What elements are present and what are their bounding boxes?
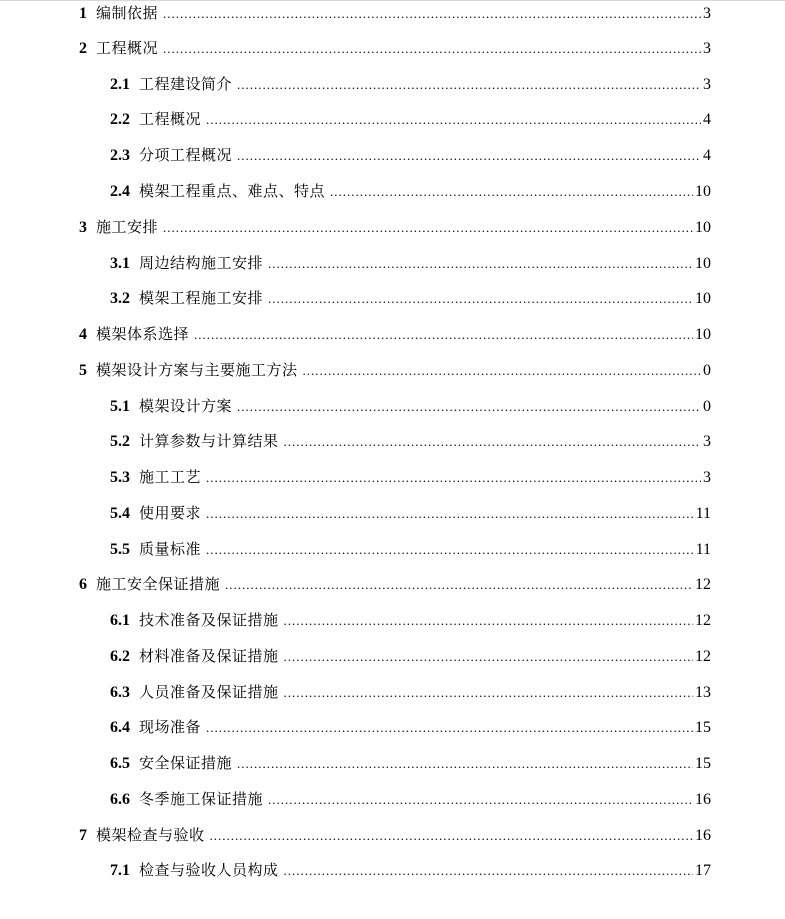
toc-entry-page: 0 (703, 398, 711, 415)
toc-entry-title: 技术准备及保证措施 (139, 611, 279, 629)
toc-entry[interactable] (110, 609, 711, 631)
toc-entry-page: 17 (695, 862, 711, 879)
toc-entry-page: 3 (703, 76, 711, 93)
toc-entry-number: 3.2 (110, 290, 130, 307)
toc-entry[interactable] (79, 216, 711, 238)
toc-dot-leader (284, 860, 693, 882)
toc-entry-page: 15 (695, 719, 711, 736)
toc-entry-page: 3 (703, 5, 711, 22)
toc-entry[interactable] (110, 681, 711, 703)
toc-entry-page: 11 (695, 505, 711, 522)
toc-entry-title: 使用要求 (139, 504, 202, 522)
toc-entry-title: 安全保证措施 (139, 754, 233, 772)
toc-entry[interactable] (79, 359, 711, 381)
toc-entry-number: 6.3 (110, 684, 130, 701)
toc-entry-number: 6 (79, 576, 87, 593)
toc-entry-number: 5.4 (110, 505, 130, 522)
toc-entry-title: 现场准备 (139, 718, 202, 736)
toc-entry-page: 4 (703, 111, 711, 128)
toc-entry[interactable] (110, 502, 711, 524)
toc-entry[interactable] (110, 538, 711, 560)
toc-dot-leader (268, 789, 693, 811)
page-top-border (0, 0, 785, 1)
toc-entry[interactable] (110, 716, 711, 738)
toc-dot-leader (330, 181, 693, 203)
toc-entry-number: 5.2 (110, 433, 130, 450)
toc-dot-leader (206, 503, 694, 525)
toc-entry[interactable] (110, 287, 711, 309)
toc-entry-title: 质量标准 (139, 540, 202, 558)
toc-entry-number: 5.1 (110, 398, 130, 415)
toc-entry-page: 10 (695, 290, 711, 307)
toc-entry-title: 分项工程概况 (139, 146, 233, 164)
toc-entry[interactable] (110, 645, 711, 667)
toc-entry-title: 工程概况 (96, 39, 159, 57)
toc-entry[interactable] (79, 323, 711, 345)
toc-entry-number: 6.4 (110, 719, 130, 736)
toc-dot-leader (237, 396, 701, 418)
toc-dot-leader (268, 253, 693, 275)
toc-dot-leader (163, 38, 701, 60)
toc-dot-leader (284, 610, 693, 632)
toc-entry[interactable] (110, 430, 711, 452)
toc-entry-title: 施工安排 (96, 218, 159, 236)
toc-entry-number: 5 (79, 362, 87, 379)
toc-entry-title: 工程概况 (139, 110, 202, 128)
toc-entry-page: 13 (695, 684, 711, 701)
toc-entry-title: 施工安全保证措施 (96, 575, 221, 593)
toc-dot-leader (303, 360, 701, 382)
toc-entry-title: 施工工艺 (139, 468, 202, 486)
toc-entry-page: 16 (695, 791, 711, 808)
toc-entry-page: 12 (695, 612, 711, 629)
toc-dot-leader (237, 145, 701, 167)
toc-dot-leader (284, 431, 701, 453)
toc-entry-title: 周边结构施工安排 (139, 254, 264, 272)
toc-entry-number: 1 (79, 5, 87, 22)
toc-entry-page: 10 (695, 183, 711, 200)
toc-dot-leader (206, 539, 694, 561)
toc-entry-number: 3.1 (110, 255, 130, 272)
toc-entry-title: 模架检查与验收 (96, 826, 205, 844)
toc-entry-page: 10 (695, 326, 711, 343)
toc-entry-title: 模架设计方案 (139, 397, 233, 415)
toc-entry-number: 7 (79, 827, 87, 844)
toc-dot-leader (237, 74, 701, 96)
toc-dot-leader (206, 109, 701, 131)
toc-dot-leader (206, 717, 693, 739)
toc-dot-leader (237, 753, 693, 775)
toc-entry[interactable] (110, 108, 711, 130)
toc-entry-number: 7.1 (110, 862, 130, 879)
toc-entry-number: 2.4 (110, 183, 130, 200)
toc-entry-number: 5.5 (110, 541, 130, 558)
toc-entry-number: 2.3 (110, 147, 130, 164)
toc-entry[interactable] (110, 252, 711, 274)
toc-entry-number: 6.1 (110, 612, 130, 629)
toc-dot-leader (268, 288, 693, 310)
toc-entry[interactable] (110, 395, 711, 417)
toc-entry[interactable] (79, 824, 711, 846)
toc-dot-leader (163, 217, 693, 239)
toc-entry-title: 模架工程施工安排 (139, 289, 264, 307)
toc-dot-leader (194, 324, 693, 346)
toc-entry-title: 人员准备及保证措施 (139, 683, 279, 701)
toc-entry-title: 模架工程重点、难点、特点 (139, 182, 326, 200)
toc-entry-number: 6.5 (110, 755, 130, 772)
toc-dot-leader (206, 467, 701, 489)
toc-dot-leader (284, 646, 693, 668)
toc-entry[interactable] (110, 752, 711, 774)
toc-dot-leader (284, 682, 693, 704)
toc-entry-title: 材料准备及保证措施 (139, 647, 279, 665)
toc-entry-page: 12 (695, 648, 711, 665)
toc-entry[interactable] (79, 2, 711, 24)
toc-entry-number: 2.2 (110, 111, 130, 128)
toc-entry-number: 4 (79, 326, 87, 343)
toc-entry[interactable] (110, 466, 711, 488)
toc-entry-title: 模架设计方案与主要施工方法 (96, 361, 298, 379)
toc-dot-leader (225, 574, 693, 596)
toc-entry-page: 10 (695, 255, 711, 272)
toc-entry-page: 10 (695, 219, 711, 236)
toc-entry-page: 3 (703, 40, 711, 57)
toc-entry-title: 计算参数与计算结果 (139, 432, 279, 450)
toc-entry-page: 11 (695, 541, 711, 558)
toc-entry-title: 工程建设简介 (139, 75, 233, 93)
toc-entry-page: 3 (703, 433, 711, 450)
toc-entry[interactable] (110, 859, 711, 881)
toc-entry[interactable] (110, 73, 711, 95)
toc-entry-page: 12 (695, 576, 711, 593)
toc-entry-title: 模架体系选择 (96, 325, 190, 343)
toc-entry-number: 3 (79, 219, 87, 236)
toc-entry-title: 编制依据 (96, 4, 159, 22)
toc-entry[interactable] (79, 37, 711, 59)
toc-dot-leader (210, 825, 693, 847)
toc-entry-title: 检查与验收人员构成 (139, 861, 279, 879)
toc-entry-page: 3 (703, 469, 711, 486)
toc-entry-page: 0 (703, 362, 711, 379)
toc-entry[interactable] (79, 573, 711, 595)
toc-entry[interactable] (110, 180, 711, 202)
toc-entry[interactable] (110, 144, 711, 166)
toc-entry-title: 冬季施工保证措施 (139, 790, 264, 808)
toc-entry-number: 2 (79, 40, 87, 57)
toc-entry-page: 15 (695, 755, 711, 772)
toc-entry-number: 6.2 (110, 648, 130, 665)
toc-entry-page: 16 (695, 827, 711, 844)
toc-dot-leader (163, 3, 701, 25)
toc-entry-number: 5.3 (110, 469, 130, 486)
toc-entry[interactable] (110, 788, 711, 810)
toc-entry-number: 2.1 (110, 76, 130, 93)
toc-entry-number: 6.6 (110, 791, 130, 808)
toc-entry-page: 4 (703, 147, 711, 164)
